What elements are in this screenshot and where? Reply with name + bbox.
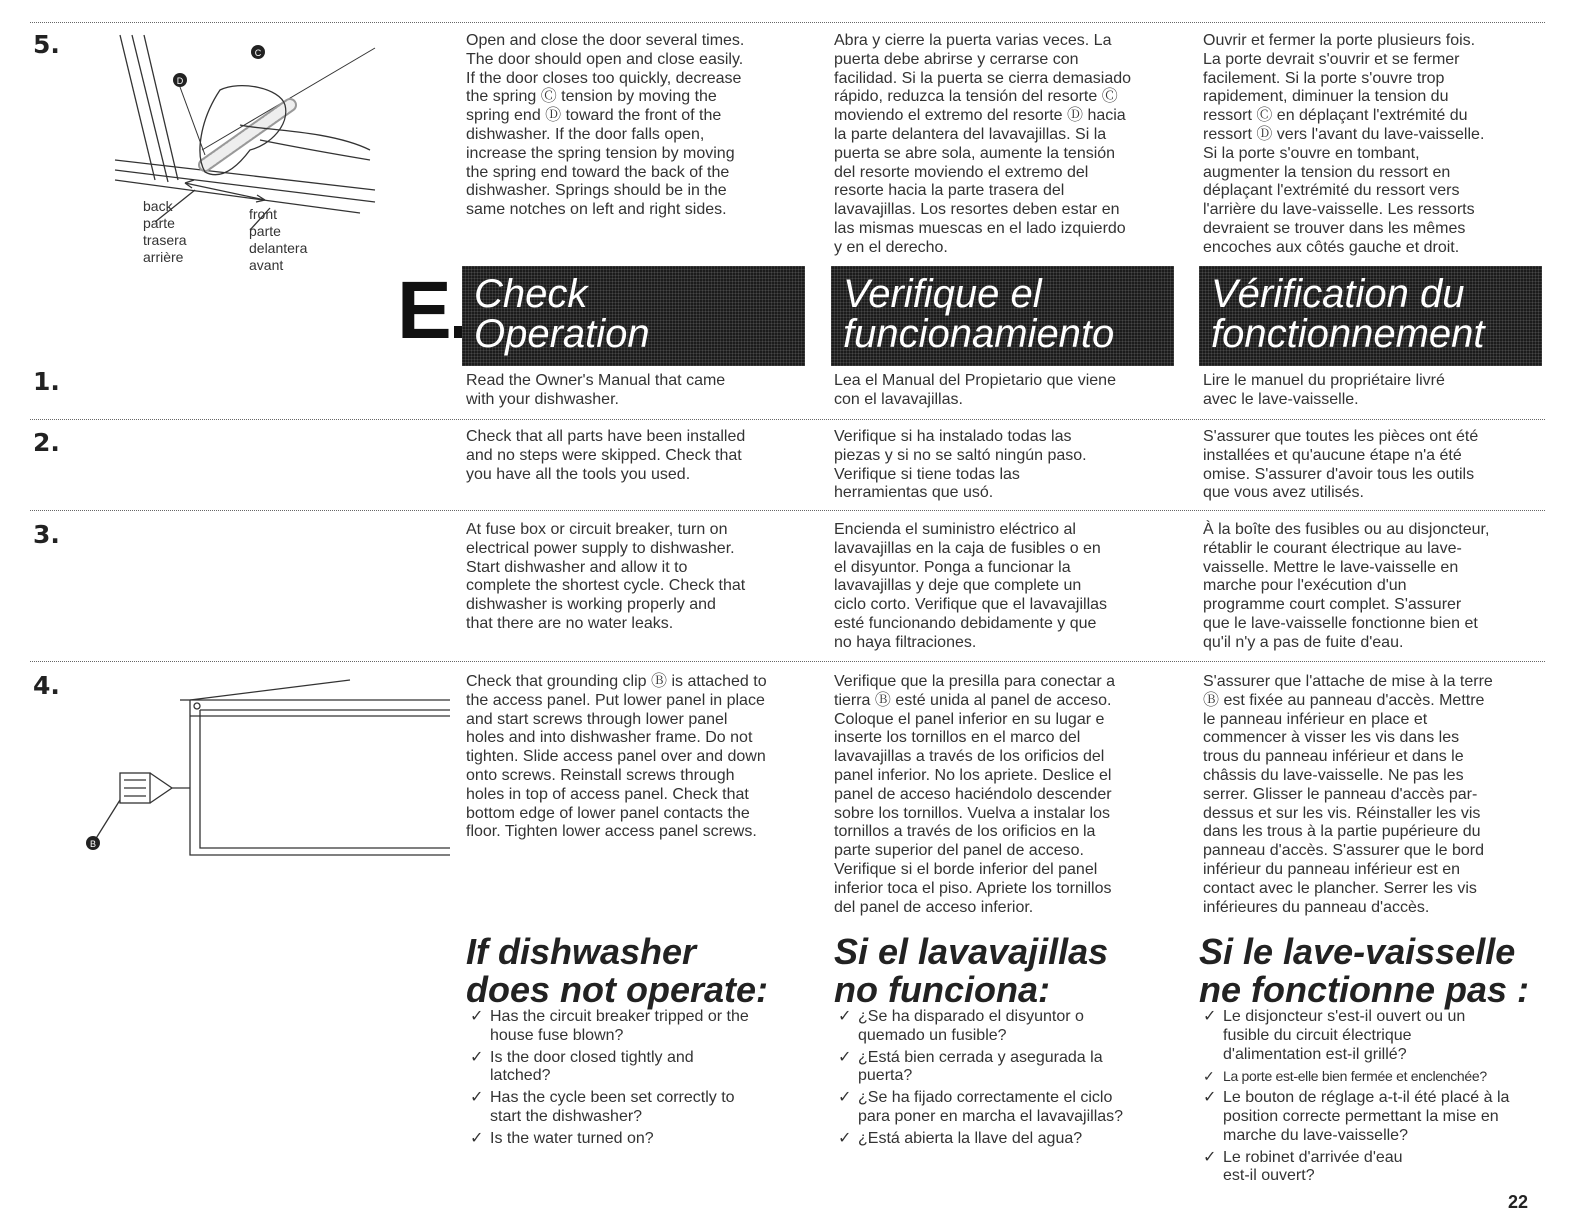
step-1-es: Lea el Manual del Propietario que viene con el lavavajillas. xyxy=(834,372,1116,408)
step-4-en: Check that grounding clip Ⓑ is attached to the access panel. Put lower panel in place and start screws through lower panel holes and into dishwasher frame. Do not tighten. Slide access panel over and down onto screws. Reinstall screws through holes in top of access panel. Check that bottom edge of lower panel contacts the floor. Tighten lower access panel screws. xyxy=(466,673,767,841)
check-icon: ✓ xyxy=(1203,1148,1217,1166)
list-item-text: Has the cycle been set correctly to start the dishwasher? xyxy=(490,1089,735,1125)
list-item-text: Is the water turned on? xyxy=(490,1129,654,1147)
rule-step3 xyxy=(30,661,1545,662)
check-icon: ✓ xyxy=(838,1008,852,1025)
rule-step2 xyxy=(30,510,1545,511)
step-4-es: Verifique que la presilla para conectar a tierra Ⓑ esté unida al panel de acceso. Coloque el panel inferior en su lugar e inserte los tornillos en el marco del lavavajillas a través de los orificios del panel inferior. No los apriete. Deslice el panel de acceso haciéndolo descender sobre los tornillos. Vuelva a instalar los tornillos a través de los orificios en la parte superior del panel de acceso. Verifique si el borde inferior del panel inferior toca el piso. Apriete los tornillos del panel de acceso inferior. xyxy=(834,673,1116,916)
banner-en: Check Operation xyxy=(462,266,805,366)
list-item xyxy=(834,1130,1184,1149)
trouble-title-es: Si el lavavajillas no funciona: xyxy=(834,931,1109,1010)
step-5-fr: Ouvrir et fermer la porte plusieurs fois. La porte devrait s'ouvrir et se fermer facilement. Si la porte s'ouvre trop rapidement, diminuer la tension du ressort Ⓒ en déplaçant l'extrémité du ressort Ⓓ vers l'avant du lave-vaisselle. Si la porte s'ouvre en tombant, augmenter la tension du ressort en déplaçant l'extrémité du ressort vers l'arrière du lave-vaisselle. Les ressorts devraient se trouver dans les mêmes encoches aux côtés gauche et droit. xyxy=(1203,32,1485,256)
list-item-text: ¿Está bien cerrada y asegurada la puerta? xyxy=(858,1048,1103,1085)
list-item-text: Le bouton de réglage a-t-il été placé à la position correcte permettant la mise en marche du lave-vaisselle? xyxy=(1223,1089,1510,1144)
step-4-fr: S'assurer que l'attache de mise à la terre Ⓑ est fixée au panneau d'accès. Mettre le panneau inférieur en place et commencer à visser les vis dans les trous du panneau inférieur et dans le châssis du lave-vaisselle. Ne pas les serrer. Glisser le panneau d'accès par- dessus et sur les vis. Réinstaller les vis dans les trous à la partie pupérieure du panneau d'accès. S'assurer que le bord inférieur du panneau inférieur est en contact avec le plancher. Serrer les vis inférieures du panneau d'accès. xyxy=(1203,673,1493,916)
check-icon: ✓ xyxy=(1203,1068,1215,1085)
list-item-text: ¿Se ha disparado el disyuntor o quemado un fusible? xyxy=(858,1008,1084,1044)
step-5-number: 5. xyxy=(33,30,60,59)
list-item xyxy=(1199,1067,1554,1086)
callout-b: B xyxy=(89,839,97,849)
access-panel-illustration xyxy=(80,670,455,870)
check-icon: ✓ xyxy=(1203,1008,1217,1025)
checklist-es xyxy=(834,1008,1184,1152)
check-icon: ✓ xyxy=(470,1048,484,1066)
step-5-es: Abra y cierre la puerta varias veces. La puerta debe abrirse y cerrarse con facilidad. Si la puerta se cierra demasiado rápido, reduzca la tensión del resorte Ⓒ moviendo el extremo del resorte Ⓓ hacia la parte delantera del lavavajillas. Si la puerta se abre sola, aumente la tensión del resorte moviendo el extremo del resorte hacia la parte trasera del lavavajillas. Los resortes deben estar en las mismas muescas en el lado izquierdo y en el derecho. xyxy=(834,32,1132,256)
rule-step1 xyxy=(30,419,1545,420)
list-item-text: La porte est-elle bien fermée et enclenchée? xyxy=(1223,1068,1487,1085)
step-3-en: At fuse box or circuit breaker, turn on electrical power supply to dishwasher. Start dishwasher and allow it to complete the shortest cycle. Check that dishwasher is working properly and that there are no water leaks. xyxy=(466,521,746,632)
list-item xyxy=(466,1008,826,1046)
step-2-es: Verifique si ha instalado todas las piezas y si no se saltó ningún paso. Verifique si tiene todas las herramientas que usó. xyxy=(834,428,1087,502)
trouble-title-fr: Si le lave-vaisselle ne fonctionne pas : xyxy=(1199,931,1530,1010)
list-item-text: ¿Se ha fijado correctamente el ciclo para poner en marcha el lavavajillas? xyxy=(858,1089,1124,1125)
list-item xyxy=(466,1130,826,1149)
step-3-es: Encienda el suministro eléctrico al lavavajillas en la caja de fusibles o en el disyuntor. Ponga a funcionar la lavavajillas y deje que complete un ciclo corto. Verifique que el lavavajillas esté funcionando debidamente y que no haya filtraciones. xyxy=(834,521,1108,651)
rule-top xyxy=(30,22,1545,23)
step-1-en: Read the Owner's Manual that came with your dishwasher. xyxy=(466,372,726,408)
list-item-text: Le disjoncteur s'est-il ouvert ou un fusible du circuit électrique d'alimentation est-il grillé? xyxy=(1223,1008,1466,1063)
list-item xyxy=(834,1049,1184,1087)
list-item-text: Is the door closed tightly and latched? xyxy=(490,1048,694,1085)
step-4-number: 4. xyxy=(33,671,60,700)
list-item xyxy=(466,1049,826,1087)
callout-d: D xyxy=(176,76,184,86)
trouble-title-en: If dishwasher does not operate: xyxy=(466,931,769,1010)
step-3-number: 3. xyxy=(33,520,60,549)
checklist-en xyxy=(466,1008,826,1152)
list-item-text: Le robinet d'arrivée d'eau est-il ouvert? xyxy=(1223,1148,1403,1185)
step-2-fr: S'assurer que toutes les pièces ont été installées et qu'aucune étape n'a été omise. S'assurer d'avoir tous les outils que vous avez utilisés. xyxy=(1203,428,1479,502)
list-item xyxy=(834,1008,1184,1046)
list-item xyxy=(466,1089,826,1127)
label-back: back parte trasera arrière xyxy=(143,198,187,265)
section-letter-text: E xyxy=(397,265,452,356)
banner-fr: Vérification du fonctionnement xyxy=(1199,266,1542,366)
section-letter xyxy=(397,265,466,356)
step-1-fr: Lire le manuel du propriétaire livré avec le lave-vaisselle. xyxy=(1203,372,1445,408)
list-item xyxy=(1199,1008,1554,1064)
list-item xyxy=(1199,1149,1554,1187)
page-number: 22 xyxy=(1508,1192,1529,1212)
check-icon: ✓ xyxy=(470,1089,484,1107)
list-item-text: Has the circuit breaker tripped or the house fuse blown? xyxy=(490,1008,749,1044)
step-2-number: 2. xyxy=(33,428,60,457)
callout-c: C xyxy=(254,48,262,58)
check-icon: ✓ xyxy=(838,1048,852,1066)
banner-es: Verifique el funcionamiento xyxy=(831,266,1174,366)
check-icon: ✓ xyxy=(470,1129,484,1147)
step-3-fr: À la boîte des fusibles ou au disjoncteur, rétablir le courant électrique au lave- vaisselle. Mettre le lave-vaisselle en marche pour l'exécution d'un programme court complet. S'assurer que le lave-vaisselle fonctionne bien et qu'il n'y a pas de fuite d'eau. xyxy=(1203,521,1490,651)
label-front: front parte delantera avant xyxy=(249,206,308,273)
list-item xyxy=(1199,1089,1554,1145)
check-icon: ✓ xyxy=(838,1089,852,1107)
check-icon: ✓ xyxy=(470,1008,484,1025)
checklist-fr xyxy=(1199,1008,1554,1189)
list-item-text: ¿Está abierta la llave del agua? xyxy=(858,1129,1083,1147)
check-icon: ✓ xyxy=(838,1129,852,1147)
step-5-en: Open and close the door several times. The door should open and close easily. If the door closes too quickly, decrease the spring Ⓒ tension by moving the spring end Ⓓ toward the front of the dishwasher. If the door falls open, increase the spring tension by moving the spring end toward the back of the dishwasher. Springs should be in the same notches on left and right sides. xyxy=(466,32,745,219)
list-item xyxy=(834,1089,1184,1127)
step-1-number: 1. xyxy=(33,367,60,396)
step-2-en: Check that all parts have been installed and no steps were skipped. Check that you have all the tools you used. xyxy=(466,428,746,483)
check-icon: ✓ xyxy=(1203,1089,1217,1107)
